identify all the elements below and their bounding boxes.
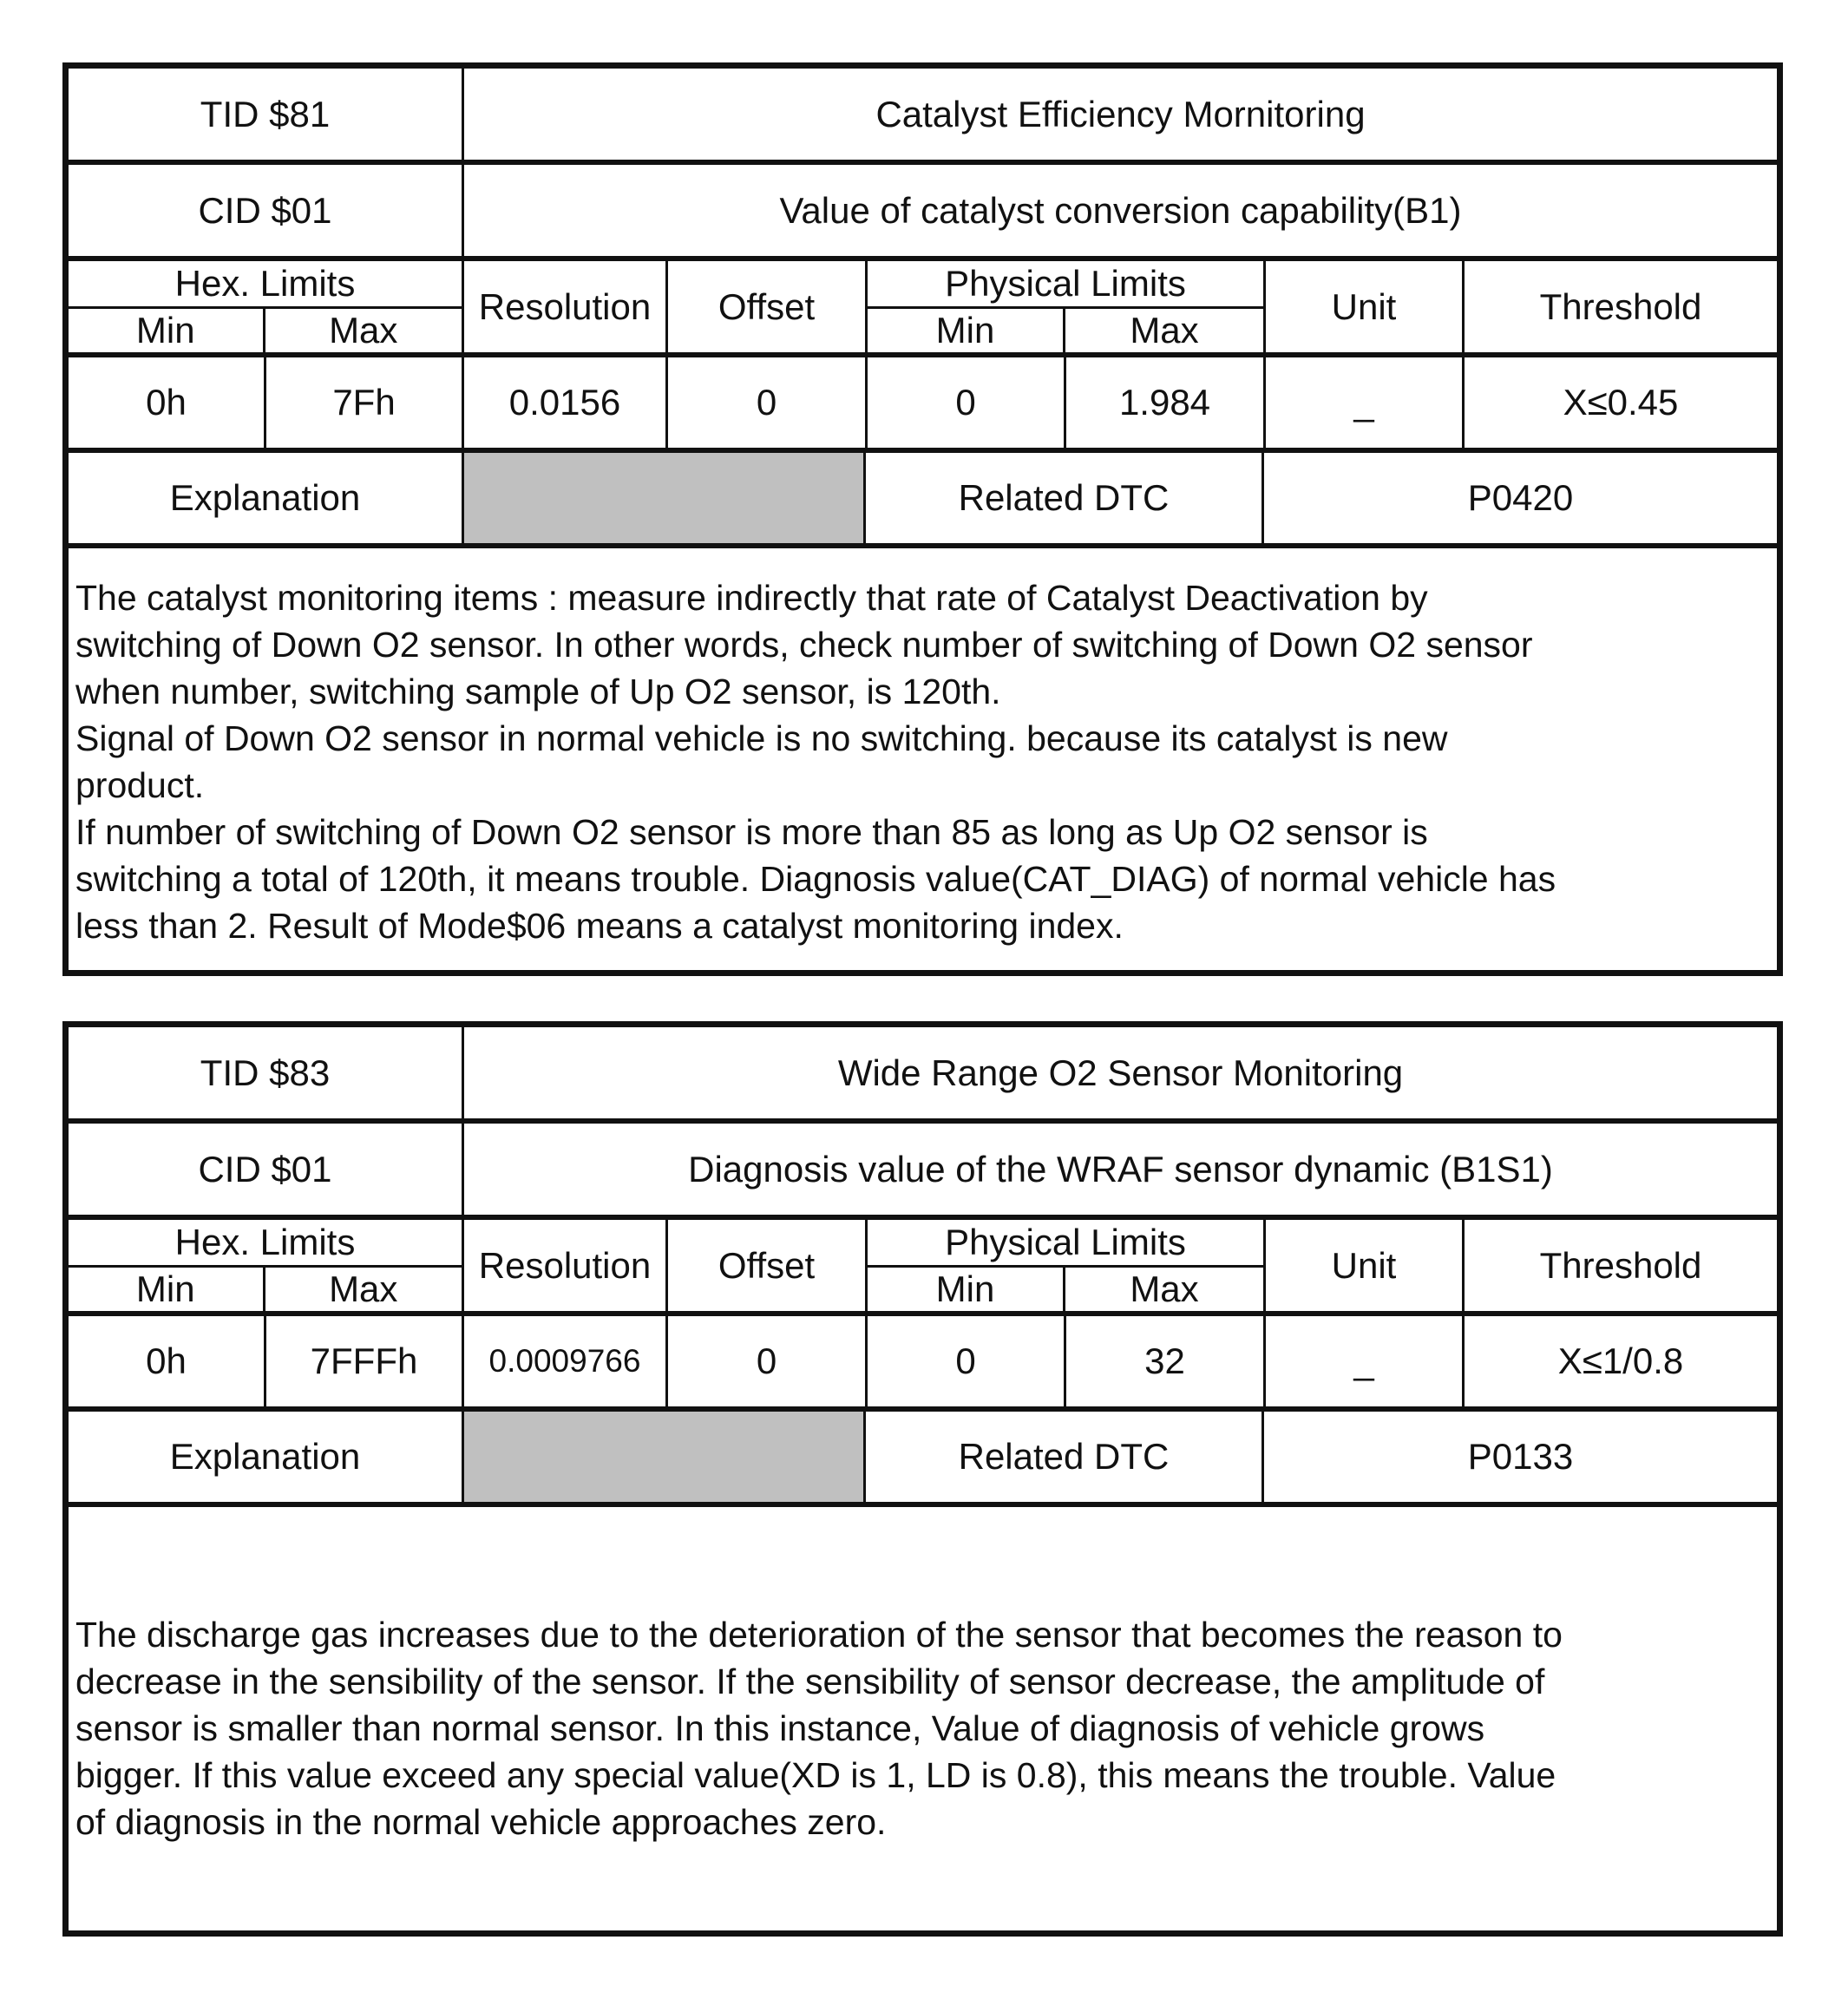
dtc-code: P0420 bbox=[1467, 477, 1574, 518]
explanation-label: Explanation bbox=[69, 1412, 464, 1502]
offset-header: Offset bbox=[668, 261, 868, 352]
hex-max-label: Max bbox=[329, 310, 398, 351]
threshold-value: X≤1/0.8 bbox=[1557, 1340, 1684, 1381]
monitoring-table-tid-83 bbox=[62, 1021, 1783, 1937]
unit-header: Unit bbox=[1266, 261, 1465, 352]
phys-min-label: Min bbox=[868, 1268, 1065, 1311]
phys-max-value: 1.984 bbox=[1066, 357, 1266, 448]
tid-label: TID $83 bbox=[69, 1027, 464, 1118]
cid-label: CID $01 bbox=[69, 165, 464, 256]
monitoring-table-tid-81 bbox=[62, 62, 1783, 976]
hex-max-label: Max bbox=[329, 1268, 398, 1309]
unit-value: _ bbox=[1266, 357, 1465, 448]
physical-limits-header bbox=[868, 1220, 1266, 1311]
tid-label: TID $81 bbox=[69, 69, 464, 160]
phys-max-label: Max bbox=[1130, 310, 1199, 351]
hex-limits-header bbox=[69, 1220, 464, 1311]
explanation-blank-cell bbox=[464, 453, 866, 543]
cid-title: Value of catalyst conversion capability(B1) bbox=[779, 189, 1462, 231]
physical-limits-label: Physical Limits bbox=[868, 1220, 1263, 1268]
explanation-text: The discharge gas increases due to the deterioration of the sensor that becomes the reason to decrease in the sensibility of the sensor. If the sensibility of sensor decrease, the amplitude of sensor is smaller than normal sensor. In this instance, Value of diagnosis of vehicle grows bigger. If this value exceed any special value(XD is 1, LD is 0.8), this means the trouble. Value of diagnosis in the normal vehicle approaches zero. bbox=[75, 1615, 1563, 1842]
tid-title: Wide Range O2 Sensor Monitoring bbox=[837, 1052, 1404, 1093]
cid-row bbox=[69, 1124, 1777, 1220]
related-dtc-label: Related DTC bbox=[866, 1412, 1264, 1502]
phys-min-label: Min bbox=[868, 309, 1065, 352]
related-dtc-label: Related DTC bbox=[866, 453, 1264, 543]
physical-limits-label: Physical Limits bbox=[868, 261, 1263, 309]
explanation-row bbox=[69, 453, 1777, 548]
dtc-code: P0133 bbox=[1467, 1436, 1574, 1477]
hex-min-label: Min bbox=[69, 1268, 265, 1311]
explanation-label: Explanation bbox=[69, 453, 464, 543]
threshold-header: Threshold bbox=[1539, 285, 1702, 327]
threshold-value: X≤0.45 bbox=[1563, 382, 1679, 423]
hex-max-value: 7Fh bbox=[266, 357, 464, 448]
phys-min-value: 0 bbox=[868, 1316, 1066, 1406]
physical-limits-header bbox=[868, 261, 1266, 352]
limits-header-row bbox=[69, 1220, 1777, 1316]
phys-max-label: Max bbox=[1130, 1268, 1199, 1309]
offset-value: 0 bbox=[668, 1316, 868, 1406]
hex-min-value: 0h bbox=[69, 357, 266, 448]
tid-title: Catalyst Efficiency Mornitoring bbox=[875, 93, 1366, 134]
hex-limits-label: Hex. Limits bbox=[69, 261, 462, 309]
cid-label: CID $01 bbox=[69, 1124, 464, 1215]
explanation-text: The catalyst monitoring items : measure indirectly that rate of Catalyst Deactivation by switching of Down O2 sensor. In other words, check number of switching of Down O2 sensor when number, switching sample of Up O2 sensor, is 120th. Signal of Down O2 sensor in normal vehicle is no switching. because its catalyst is new product. If number of switching of Down O2 sensor is more than 85 as long as Up O2 sensor is switching a total of 120th, it means trouble. Diagnosis value(CAT_DIAG) of normal vehicle has less than 2. Result of Mode$06 means a catalyst monitoring index. bbox=[75, 578, 1556, 946]
resolution-value: 0.0156 bbox=[464, 357, 668, 448]
threshold-header: Threshold bbox=[1539, 1244, 1702, 1286]
resolution-header: Resolution bbox=[464, 1220, 668, 1311]
hex-min-label: Min bbox=[69, 309, 265, 352]
cid-title: Diagnosis value of the WRAF sensor dynamic (B1S1) bbox=[688, 1148, 1553, 1190]
unit-value: _ bbox=[1266, 1316, 1465, 1406]
hex-limits-label: Hex. Limits bbox=[69, 1220, 462, 1268]
values-row bbox=[69, 357, 1777, 453]
values-row bbox=[69, 1316, 1777, 1412]
offset-value: 0 bbox=[668, 357, 868, 448]
phys-max-value: 32 bbox=[1066, 1316, 1266, 1406]
hex-min-value: 0h bbox=[69, 1316, 266, 1406]
unit-header: Unit bbox=[1266, 1220, 1465, 1311]
tid-row bbox=[69, 1027, 1777, 1124]
hex-max-value: 7FFFh bbox=[266, 1316, 464, 1406]
limits-header-row bbox=[69, 261, 1777, 357]
hex-limits-header bbox=[69, 261, 464, 352]
explanation-blank-cell bbox=[464, 1412, 866, 1502]
tid-row bbox=[69, 69, 1777, 165]
offset-header: Offset bbox=[668, 1220, 868, 1311]
explanation-row bbox=[69, 1412, 1777, 1507]
resolution-header: Resolution bbox=[464, 261, 668, 352]
cid-row bbox=[69, 165, 1777, 261]
phys-min-value: 0 bbox=[868, 357, 1066, 448]
resolution-value: 0.0009766 bbox=[464, 1316, 668, 1406]
